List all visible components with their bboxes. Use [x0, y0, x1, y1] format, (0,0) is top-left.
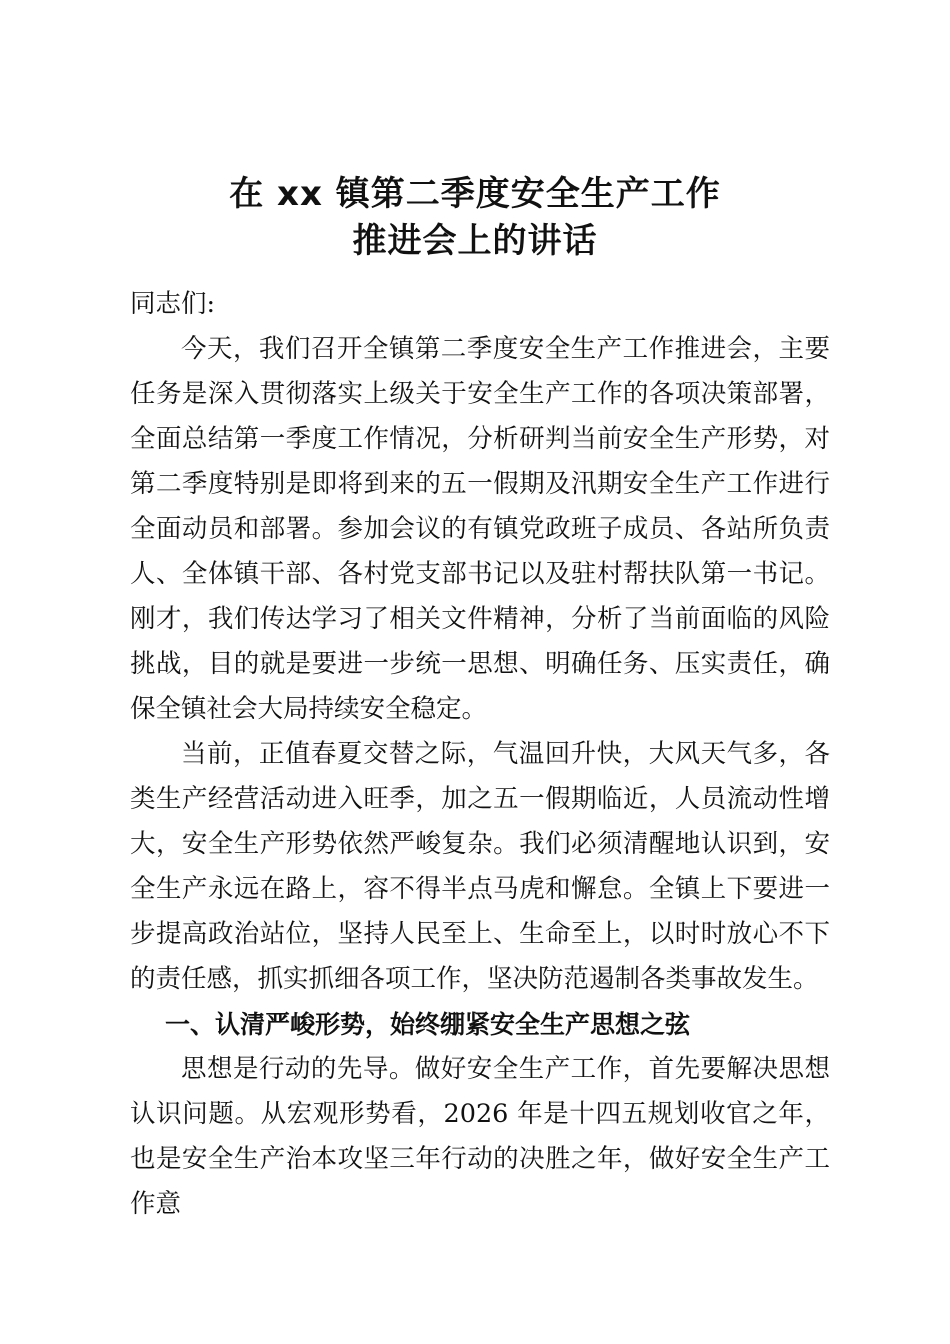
paragraph-current-situation: 当前，正值春夏交替之际，气温回升快，大风天气多，各类生产经营活动进入旺季，加之五一假期临近，人员流动性增大，安全生产形势依然严峻复杂。我们必须清醒地认识到，安全生产永远在路上，容不得半点马虎和懈怠。全镇上下要进一步提高政治站位，坚持人民至上、生命至上，以时时放心不下的责任感，抓实抓细各项工作，坚决防范遏制各类事故发生。 [130, 739, 830, 994]
document-body [130, 282, 830, 1227]
paragraph-opening: 今天，我们召开全镇第二季度安全生产工作推进会，主要任务是深入贯彻落实上级关于安全生产工作的各项决策部署，全面总结第一季度工作情况，分析研判当前安全生产形势，对第二季度特别是即将到来的五一假期及汛期安全生产工作进行全面动员和部署。参加会议的有镇党政班子成员、各站所负责人、全体镇干部、各村党支部书记以及驻村帮扶队第一书记。刚才，我们传达学习了相关文件精神，分析了当前面临的风险挑战，目的就是要进一步统一思想、明确任务、压实责任，确保全镇社会大局持续安全稳定。 [130, 334, 830, 724]
paragraph-section-1: 思想是行动的先导。做好安全生产工作，首先要解决思想认识问题。从宏观形势看，2026 年是十四五规划收官之年，也是安全生产治本攻坚三年行动的决胜之年，做好安全生产工作意 [130, 1054, 830, 1219]
salutation: 同志们: [130, 289, 216, 319]
section-heading-1: 一、认清严峻形势，始终绷紧安全生产思想之弦 [165, 1010, 691, 1039]
document-title-line-1: 在 xx 镇第二季度安全生产工作 [229, 174, 721, 214]
document-title-line-2: 推进会上的讲话 [352, 221, 598, 261]
